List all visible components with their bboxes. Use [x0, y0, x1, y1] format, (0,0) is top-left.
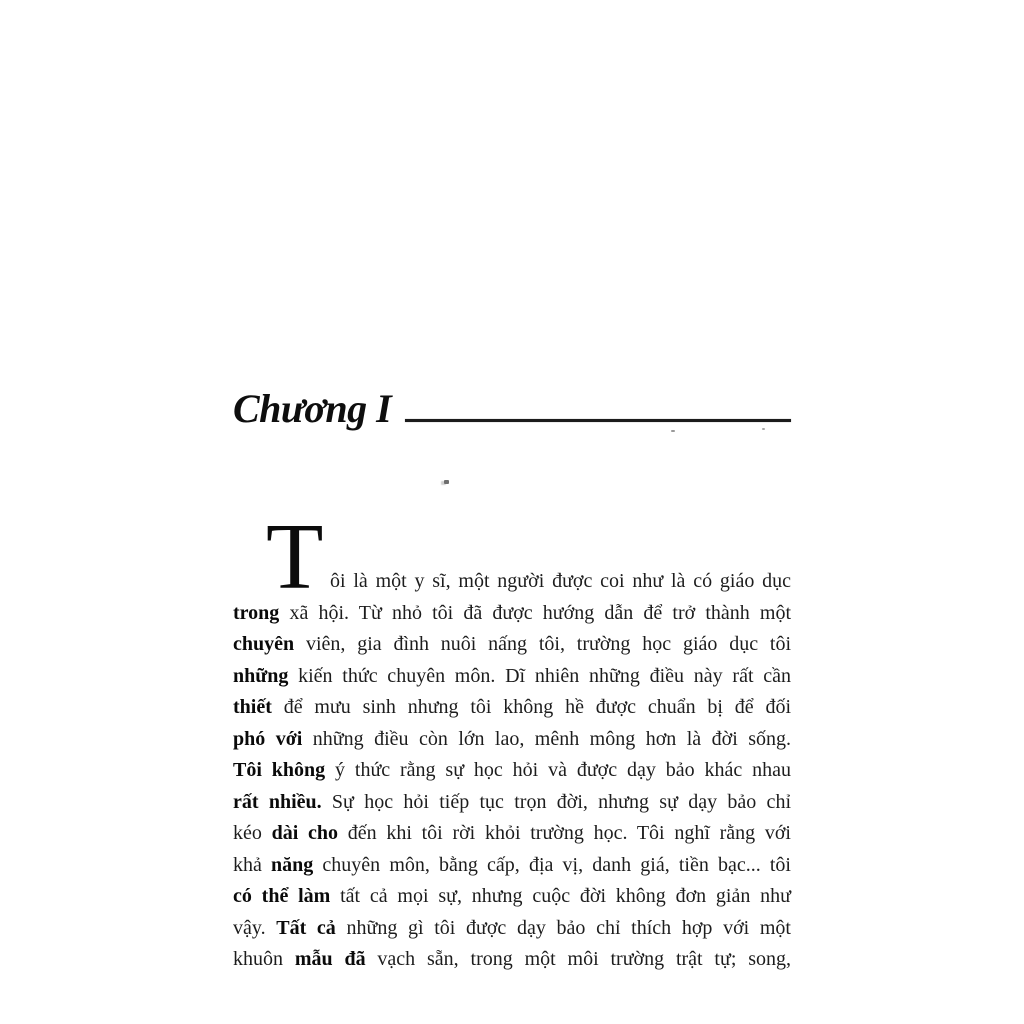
- paragraph-lines: [233, 566, 791, 976]
- text-line: [233, 881, 791, 913]
- text-line: [233, 913, 791, 945]
- scan-speck: [444, 480, 449, 484]
- text-segment: kéo: [233, 822, 272, 844]
- chapter-header: [233, 386, 791, 430]
- inked-text-segment: Tất cả: [276, 916, 336, 939]
- inked-text-segment: rất nhiều.: [233, 790, 322, 813]
- text-line: [233, 944, 791, 976]
- drop-cap: T: [266, 505, 324, 609]
- text-segment: để mưu sinh nhưng tôi không hề được chuẩn bị để đối: [271, 696, 791, 718]
- inked-text-segment: trong: [233, 601, 280, 624]
- text-line: [233, 692, 791, 724]
- text-segment: viên, gia đình nuôi nấng tôi, trường học giáo dục tôi: [294, 633, 791, 655]
- chapter-title: Chương I: [233, 386, 392, 431]
- inked-text-segment: những: [233, 664, 289, 687]
- scan-speck: [762, 428, 765, 430]
- text-line: [233, 629, 791, 661]
- body-paragraph: [233, 505, 792, 976]
- text-line: [233, 787, 791, 819]
- text-segment: kiến thức chuyên môn. Dĩ nhiên những điều này rất cần: [288, 664, 791, 687]
- inked-text-segment: chuyên: [233, 633, 295, 655]
- text-segment: xã hội. Từ nhỏ tôi đã được hướng dẫn để trở thành một: [279, 601, 791, 624]
- text-segment: ôi là một y sĩ, một người được coi như là có giáo dục: [330, 570, 791, 592]
- text-segment: vậy.: [233, 916, 277, 939]
- text-segment: ý thức rằng sự học hỏi và được dạy bảo khác nhau: [325, 759, 792, 781]
- inked-text-segment: năng: [271, 853, 314, 876]
- text-segment: tất cả mọi sự, nhưng cuộc đời không đơn giản như: [330, 885, 791, 907]
- text-segment: vạch sẵn, trong một môi trường trật tự; song,: [365, 948, 792, 970]
- inked-text-segment: phó với: [233, 727, 303, 750]
- inked-text-segment: có thể làm: [233, 885, 331, 907]
- text-segment: chuyên môn, bằng cấp, địa vị, danh giá, tiền bạc... tôi: [313, 853, 791, 876]
- text-line: [233, 661, 791, 693]
- scan-speck: [671, 430, 675, 432]
- text-segment: đến khi tôi rời khỏi trường học. Tôi nghĩ rằng với: [338, 822, 791, 844]
- inked-text-segment: dài cho: [271, 822, 339, 844]
- inked-text-segment: thiết: [233, 696, 272, 718]
- text-segment: những gì tôi được dạy bảo chỉ thích hợp với một: [335, 916, 791, 939]
- text-segment: những điều còn lớn lao, mênh mông hơn là đời sống.: [302, 727, 791, 750]
- chapter-rule-line: [405, 419, 791, 422]
- text-line: [233, 724, 791, 756]
- text-segment: khả: [233, 853, 272, 876]
- inked-text-segment: mẫu đã: [294, 948, 366, 970]
- text-line: [233, 850, 791, 882]
- text-segment: khuôn: [233, 948, 295, 970]
- text-line: [233, 755, 791, 787]
- inked-text-segment: Tôi không: [233, 759, 326, 781]
- text-line: [233, 818, 791, 850]
- text-segment: Sự học hỏi tiếp tục trọn đời, nhưng sự dạy bảo chỉ: [321, 790, 791, 813]
